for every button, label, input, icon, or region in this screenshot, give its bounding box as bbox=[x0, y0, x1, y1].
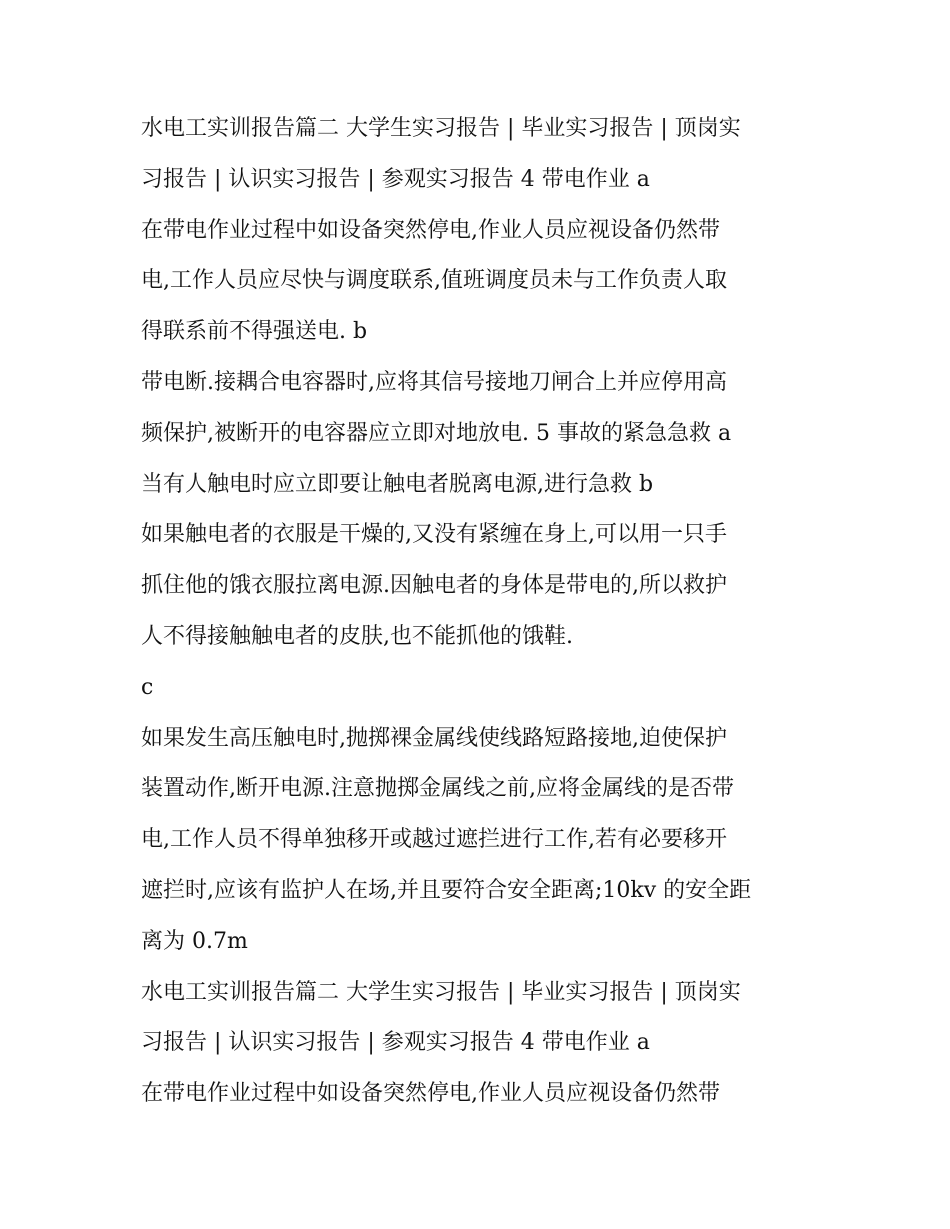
text-line: 水电工实训报告篇二 大学生实习报告 | 毕业实习报告 | 顶岗实 bbox=[141, 979, 741, 1005]
text-line: 水电工实训报告篇二 大学生实习报告 | 毕业实习报告 | 顶岗实 bbox=[141, 116, 741, 141]
text-line: 在带电作业过程中如设备突然停电,作业人员应视设备仍然带 bbox=[141, 1081, 720, 1107]
text-line: 习报告 | 认识实习报告 | 参观实习报告 4 带电作业 a bbox=[141, 1030, 650, 1056]
text-line: 离为 0.7m bbox=[141, 928, 248, 954]
document-body bbox=[141, 104, 821, 1120]
text-line: 抓住他的饿衣服拉离电源.因触电者的身体是带电的,所以救护 bbox=[141, 573, 727, 599]
text-line: 电,工作人员不得单独移开或越过遮拦进行工作,若有必要移开 bbox=[141, 827, 727, 853]
text-line: c bbox=[141, 674, 154, 700]
text-line: 在带电作业过程中如设备突然停电,作业人员应视设备仍然带 bbox=[141, 217, 720, 243]
text-line: 电,工作人员应尽快与调度联系,值班调度员未与工作负责人取 bbox=[141, 268, 727, 294]
text-line: 人不得接触触电者的皮肤,也不能抓他的饿鞋. bbox=[141, 623, 573, 649]
text-line: 频保护,被断开的电容器应立即对地放电. 5 事故的紧急急救 a bbox=[141, 420, 732, 446]
text-line: 如果触电者的衣服是干燥的,又没有紧缠在身上,可以用一只手 bbox=[141, 522, 727, 548]
text-line: 遮拦时,应该有监护人在场,并且要符合安全距离;10kv 的安全距 bbox=[141, 877, 752, 903]
text-line: 习报告 | 认识实习报告 | 参观实习报告 4 带电作业 a bbox=[141, 166, 650, 192]
text-line: 得联系前不得强送电. b bbox=[141, 319, 368, 345]
text-line: 装置动作,断开电源.注意抛掷金属线之前,应将金属线的是否带 bbox=[141, 776, 734, 802]
text-line: 当有人触电时应立即要让触电者脱离电源,进行急救 b bbox=[141, 471, 654, 497]
text-line: 带电断.接耦合电容器时,应将其信号接地刀闸合上并应停用高 bbox=[141, 369, 727, 395]
text-line: 如果发生高压触电时,抛掷裸金属线使线路短路接地,迫使保护 bbox=[141, 725, 727, 751]
